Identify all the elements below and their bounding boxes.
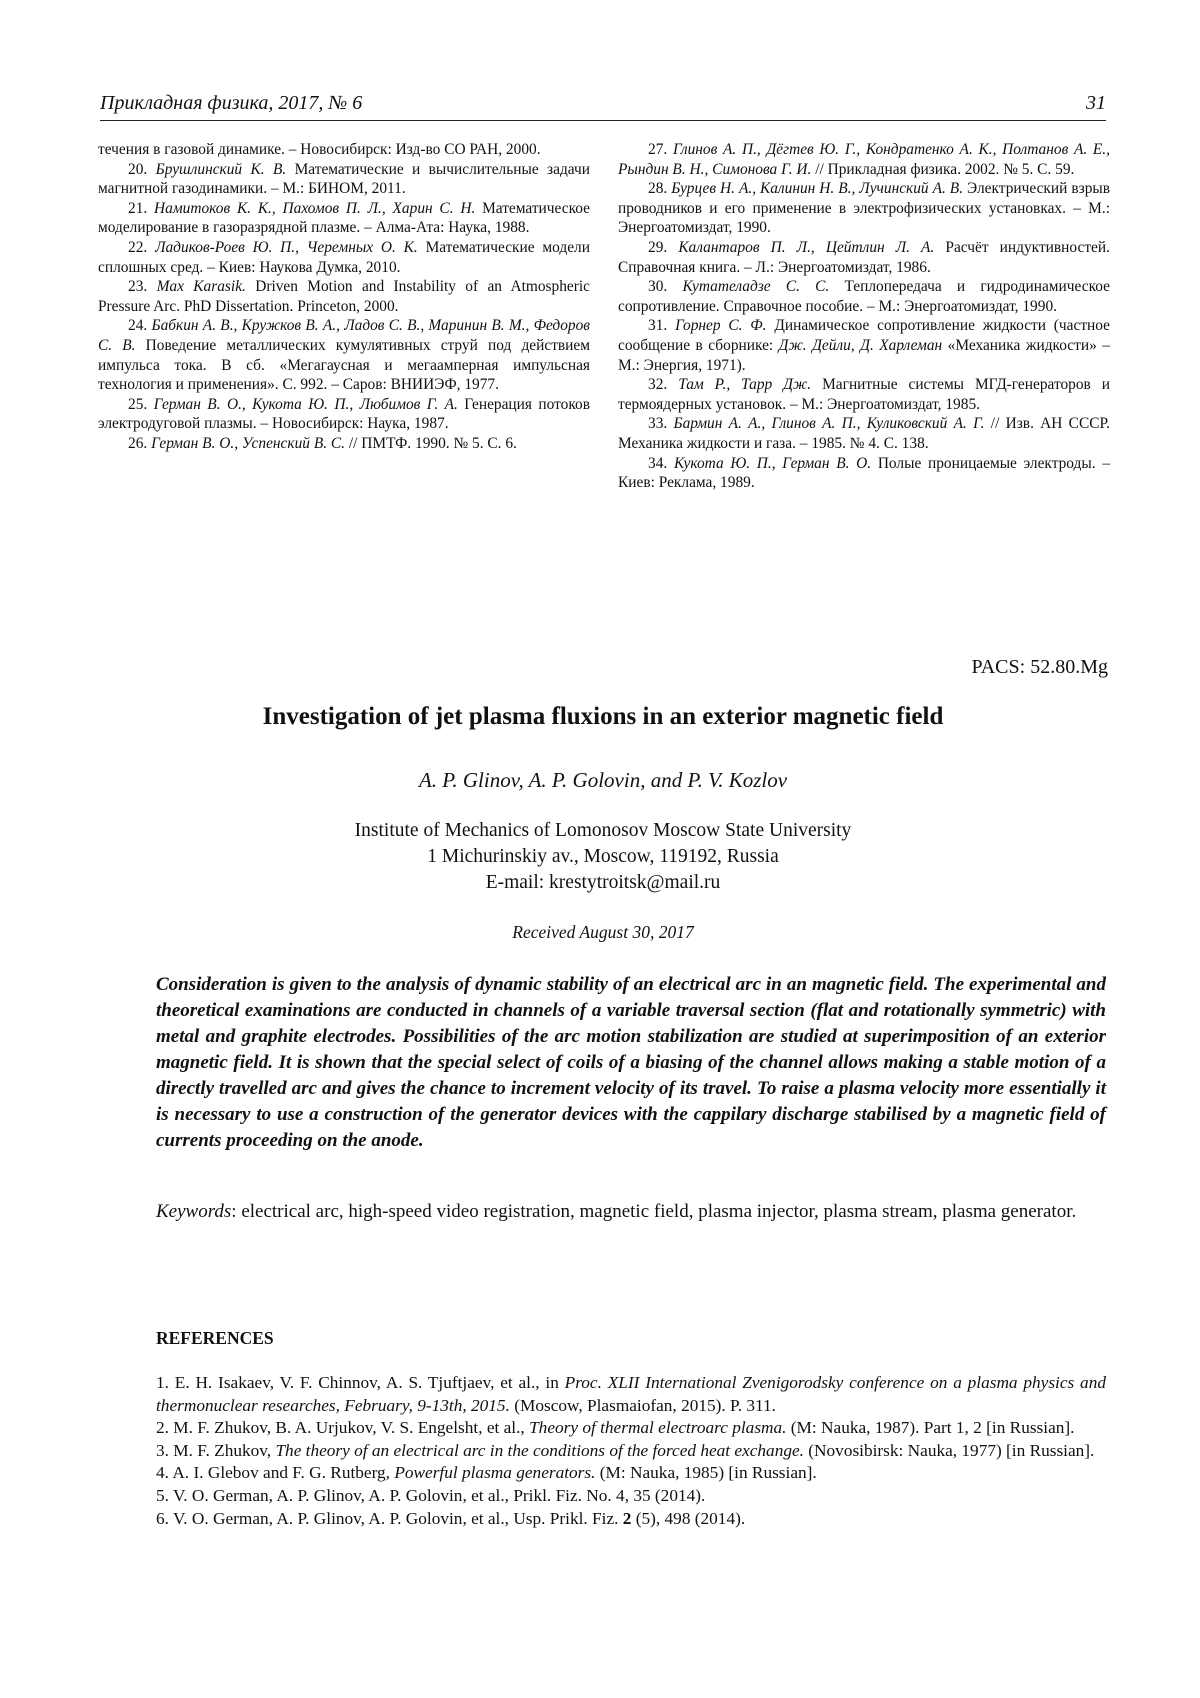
reference-item: 32. Там Р., Тарр Дж. Магнитные системы МГД-генераторов и термоядерных установок. – М.: Энергоатомиздат, 1985. [618, 376, 1110, 413]
reference-item: 25. Герман В. О., Кукота Ю. П., Любимов Г. А. Генерация потоков электродуговой плазмы. – Новосибирск: Наука, 1987. [98, 395, 590, 433]
references-heading: REFERENCES [156, 1328, 274, 1348]
affiliation-address: 1 Michurinskiy av., Moscow, 119192, Russia [427, 846, 779, 867]
reference-item: 30. Кутателадзе С. С. Теплопередача и гидродинамическое сопротивление. Справочное пособие. – М.: Энергоатомиздат, 1990. [618, 278, 1110, 315]
reference-entry: 6. V. O. German, A. P. Glinov, A. P. Golovin, et al., Usp. Prikl. Fiz. 2 (5), 498 (2014). [156, 1508, 746, 1528]
reference-item: 33. Бармин А. А., Глинов А. П., Куликовский А. Г. // Изв. АН СССР. Механика жидкости и газа. – 1985. № 4. С. 138. [618, 415, 1110, 452]
reference-continuation: течения в газовой динамике. – Новосибирск: Изд-во СО РАН, 2000. [98, 141, 541, 158]
keywords [156, 1199, 1106, 1225]
affiliation [100, 818, 1106, 896]
reference-entry: 3. M. F. Zhukov, The theory of an electrical arc in the conditions of the forced heat exchange. (Novosibirsk: Nauka, 1977) [in Russian]. [156, 1440, 1095, 1460]
left-reference-column [98, 140, 590, 454]
reference-item: 23. Max Karasik. Driven Motion and Instability of an Atmospheric Pressure Arc. PhD Dissertation. Princeton, 2000. [98, 278, 590, 315]
reference-item: 28. Бурцев Н. А., Калинин Н. В., Лучинский А. В. Электрический взрыв проводников и его применение в электрофизических установках. – М.: Энергоатомиздат, 1990. [618, 180, 1110, 237]
reference-item: 22. Ладиков-Роев Ю. П., Черемных О. К. Математические модели сплошных сред. – Киев: Наукова Думка, 2010. [98, 238, 590, 276]
reference-item: 29. Калантаров П. Л., Цейтлин Л. А. Расчёт индуктивностей. Справочная книга. – Л.: Энергоатомиздат, 1986. [618, 238, 1110, 276]
affiliation-institute: Institute of Mechanics of Lomonosov Moscow State University [354, 820, 852, 841]
abstract: Consideration is given to the analysis of dynamic stability of an electrical arc in an magnetic field. The experimental and theoretical examinations are conducted in channels of a variable traversal section (flat and rotationally symmetric) with metal and graphite electrodes. Possibilities of the arc motion stabilization are studied at superimposition of an exterior magnetic field. It is shown that the special select of coils of a biasing of the channel allows making a stable motion of a directly travelled arc and gives the chance to increment velocity of its travel. To raise a plasma velocity more essentially it is necessary to use a construction of the generator devices with the cappilary discharge stabilised by a magnetic field of currents proceeding on the anode. [156, 974, 1106, 1151]
reference-item: 21. Намитоков К. К., Пахомов П. Л., Харин С. Н. Математическое моделирование в газоразрядной плазме. – Алма-Ата: Наука, 1988. [98, 199, 590, 237]
article-title: Investigation of jet plasma fluxions in an exterior magnetic field [262, 703, 944, 730]
right-reference-column [618, 140, 1110, 493]
received-date: Received August 30, 2017 [512, 922, 694, 942]
keywords-label: Keywords [156, 1201, 232, 1222]
references-list [156, 1372, 1106, 1530]
reference-item: 24. Бабкин А. В., Кружков В. А., Ладов С. В., Маринин В. М., Федоров С. В. Поведение металлических кумулятивных струй под действием импульса тока. В сб. «Мегагаусная и мегаамперная импульсная технология и применения». С. 992. – Саров: ВНИИЭФ, 1977. [98, 317, 590, 394]
pacs-code: PACS: 52.80.Mg [971, 656, 1108, 678]
reference-item: 27. Глинов А. П., Дёгтев Ю. Г., Кондратенко А. К., Полтанов А. Е., Рындин В. Н., Симонова Г. И. // Прикладная физика. 2002. № 5. С. 59. [618, 141, 1110, 178]
running-header [100, 92, 1106, 121]
affiliation-email: E-mail: krestytroitsk@mail.ru [485, 872, 721, 893]
reference-item: 31. Горнер С. Ф. Динамическое сопротивление жидкости (частное сообщение в сборнике: Дж. Дейли, Д. Харлеман «Механика жидкости» – М.: Энергия, 1971). [618, 317, 1110, 374]
reference-item: 20. Брушлинский К. В. Математические и вычислительные задачи магнитной газодинамики. – М.: БИНОМ, 2011. [98, 160, 590, 198]
page-number: 31 [1086, 92, 1106, 114]
reference-entry: 5. V. O. German, A. P. Glinov, A. P. Golovin, et al., Prikl. Fiz. No. 4, 35 (2014). [156, 1485, 706, 1505]
journal-title: Прикладная физика, 2017, № 6 [100, 92, 363, 114]
reference-entry: 1. E. H. Isakaev, V. F. Chinnov, A. S. Tjuftjaev, et al., in Proc. XLII International Zvenigorodsky conference on a plasma physics and thermonuclear researches, February, 9-13th, 2015. (Moscow, Plasmaiofan, 2015). P. 311. [156, 1373, 1106, 1415]
keywords-list: : electrical arc, high-speed video registration, magnetic field, plasma injector, plasma stream, plasma generator. [231, 1201, 1077, 1222]
article-authors: A. P. Glinov, A. P. Golovin, and P. V. Kozlov [418, 768, 788, 792]
reference-entry: 2. M. F. Zhukov, B. A. Urjukov, V. S. Engelsht, et al., Theory of thermal electroarc plasma. (M: Nauka, 1987). Part 1, 2 [in Russian]. [156, 1418, 1075, 1438]
reference-item: 26. Герман В. О., Успенский В. С. // ПМТФ. 1990. № 5. С. 6. [128, 434, 517, 452]
reference-entry: 4. A. I. Glebov and F. G. Rutberg, Powerful plasma generators. (M: Nauka, 1985) [in Russian]. [156, 1463, 817, 1483]
reference-item: 34. Кукота Ю. П., Герман В. О. Полые проницаемые электроды. – Киев: Реклама, 1989. [618, 454, 1110, 492]
